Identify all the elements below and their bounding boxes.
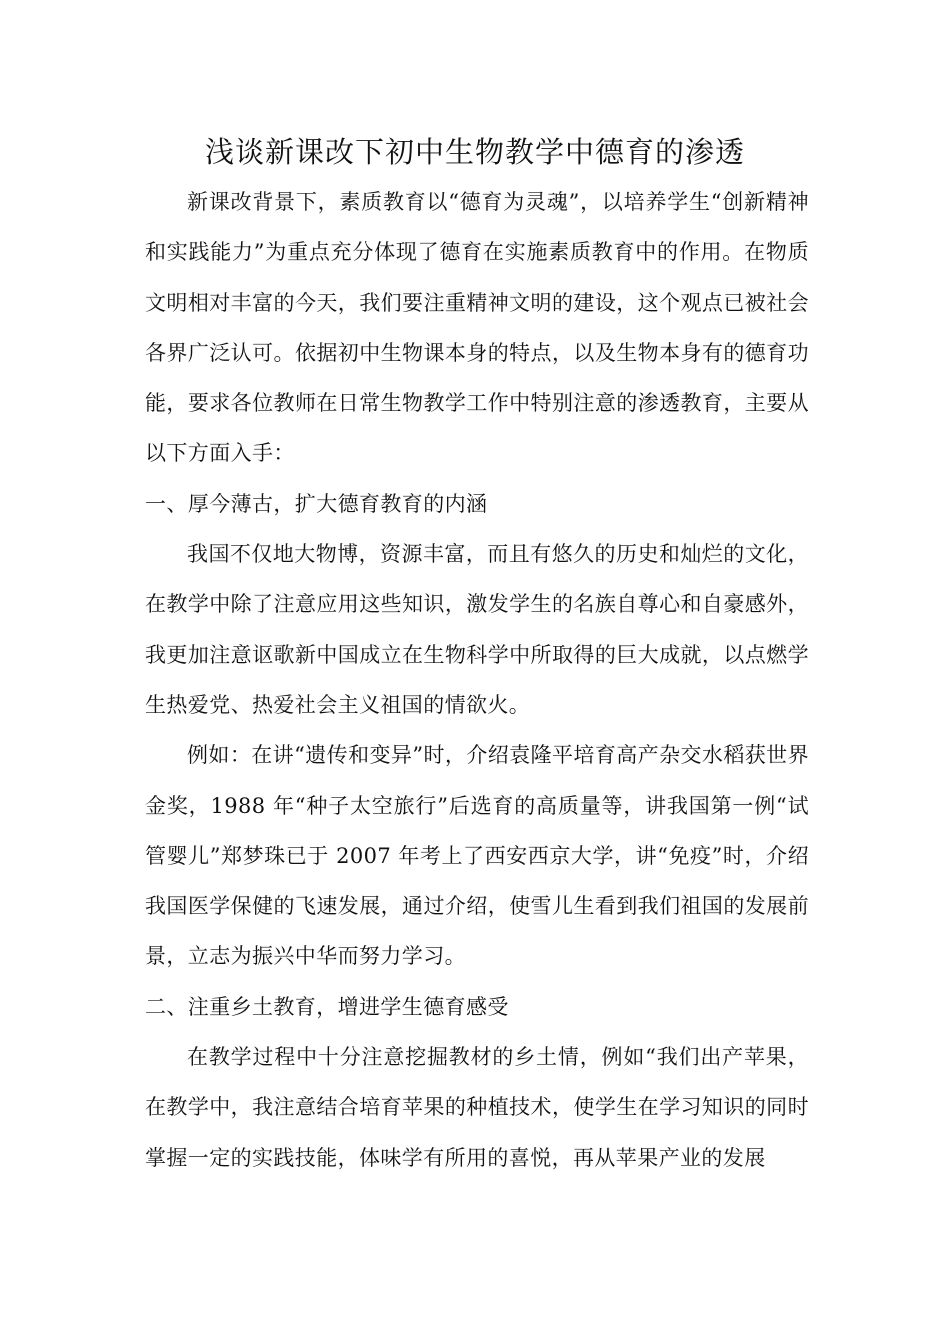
section-1-heading: 一、厚今薄古，扩大德育教育的内涵 bbox=[145, 491, 488, 516]
section-1-paragraph-2: 例如：在讲“遗传和变异”时，介绍袁隆平培育高产杂交水稻获世界金奖，1988 年“种子太空旅行”后选育的高质量等，讲我国第一例“试管婴儿”郑梦珠已于 2007 年考上了西安西京大学，讲“免疫”时，介绍我国医学保健的飞速发展，通过介绍，使雪儿生看到我们祖国的发展前景，立志为振兴中华而努力学习。 bbox=[145, 743, 809, 969]
section-1-paragraph-1: 我国不仅地大物博，资源丰富，而且有悠久的历史和灿烂的文化，在教学中除了注意应用这些知识，激发学生的名族自尊心和自豪感外，我更加注意讴歌新中国成立在生物科学中所取得的巨大成就，以点燃学生热爱党、热爱社会主义祖国的情欲火。 bbox=[145, 542, 809, 717]
section-2-paragraph-1: 在教学过程中十分注意挖掘教材的乡土情，例如“我们出产苹果，在教学中，我注意结合培育苹果的种植技术，使学生在学习知识的同时掌握一定的实践技能，体味学有所用的喜悦，再从苹果产业的发展 bbox=[145, 1045, 809, 1170]
document-body bbox=[145, 177, 809, 1183]
document-title: 浅谈新课改下初中生物教学中德育的渗透 bbox=[204, 135, 745, 169]
section-2-heading: 二、注重乡土教育，增进学生德育感受 bbox=[145, 994, 509, 1019]
intro-paragraph: 新课改背景下，素质教育以“德育为灵魂”，以培养学生“创新精神和实践能力”为重点充分体现了德育在实施素质教育中的作用。在物质文明相对丰富的今天，我们要注重精神文明的建设，这个观点已被社会各界广泛认可。依据初中生物课本身的特点，以及生物本身有的德育功能，要求各位教师在日常生物教学工作中特别注意的渗透教育，主要从以下方面入手： bbox=[145, 190, 809, 466]
